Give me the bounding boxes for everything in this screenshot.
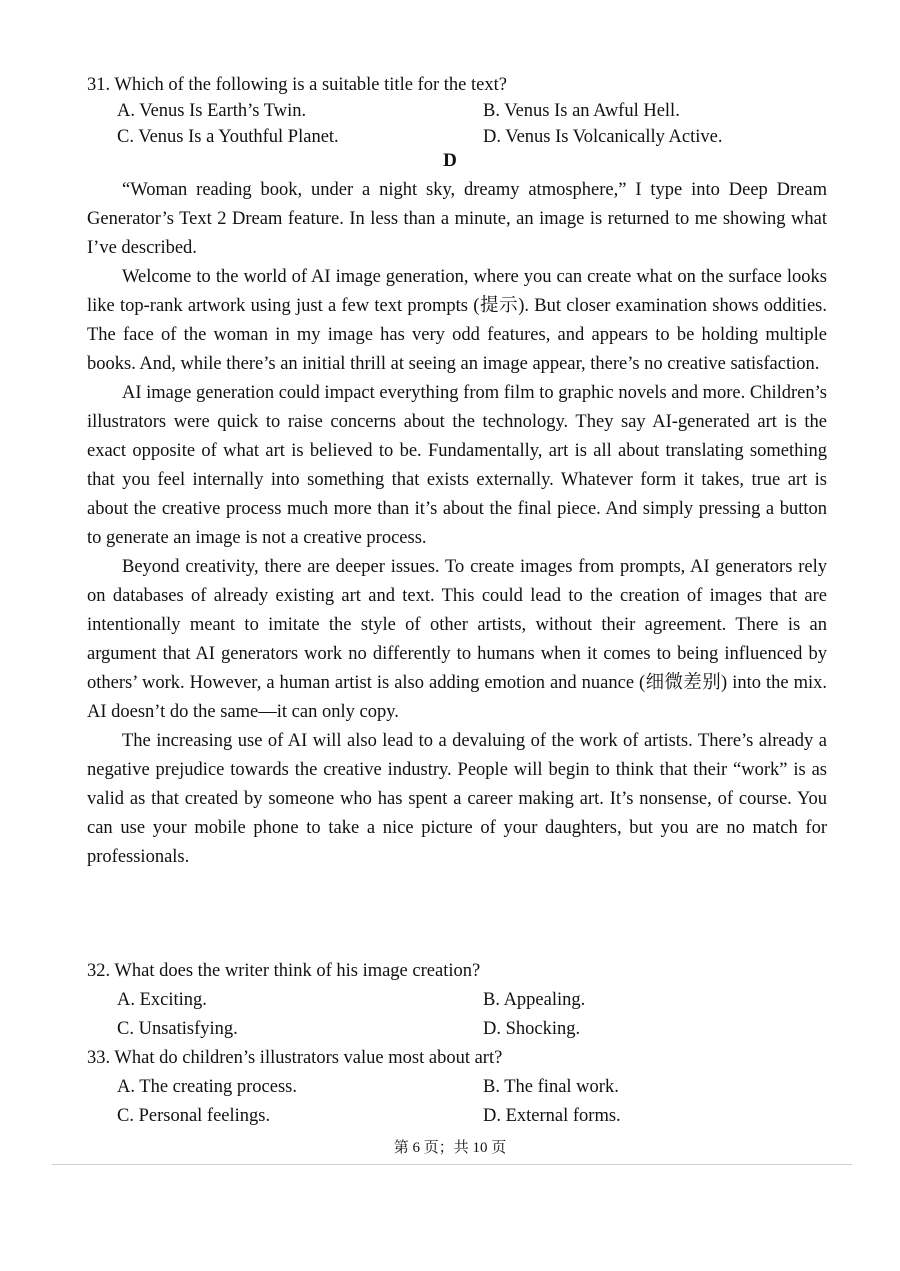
passage-paragraph: Beyond creativity, there are deeper issues. To create images from prompts, AI generators rely on databases of already existing art and text. This could lead to the creation of images that are intentionally meant to imitate the style of other artists, without their agreement. There is an argument that AI generators work no differently to humans when it comes to being influenced by others’ work. However, a human artist is also adding emotion and nuance (细微差别) into the mix. AI doesn’t do the same—it can only copy. xyxy=(87,557,827,722)
question-32-stem: 32. What does the writer think of his image creation? xyxy=(87,961,481,981)
question-32-option-a: A. Exciting. xyxy=(117,990,207,1010)
question-31-option-a: A. Venus Is Earth’s Twin. xyxy=(117,101,307,121)
passage-paragraph: The increasing use of AI will also lead to a devaluing of the work of artists. There’s already a negative prejudice towards the creative industry. People will begin to think that their “work” is as valid as that created by someone who has spent a career making art. It’s nonsense, of course. You can use your mobile phone to take a nice picture of your daughters, but you are no match for professionals. xyxy=(87,731,827,867)
question-31-stem: 31. Which of the following is a suitable title for the text? xyxy=(87,75,507,95)
question-31-option-d: D. Venus Is Volcanically Active. xyxy=(483,127,723,147)
question-32-option-d: D. Shocking. xyxy=(483,1019,581,1039)
question-33-option-c: C. Personal feelings. xyxy=(117,1106,271,1126)
question-33-option-a: A. The creating process. xyxy=(117,1077,297,1097)
footer-divider xyxy=(52,1164,852,1165)
passage-paragraph: AI image generation could impact everything from film to graphic novels and more. Children’s illustrators were quick to raise concerns about the technology. They say AI-generated art is the exact opposite of what art is believed to be. Fundamentally, art is all about translating something that you feel internally into something that exists externally. Whatever form it takes, true art is about the creative process much more than it’s about the final piece. And simply pressing a button to generate an image is not a creative process. xyxy=(87,383,827,548)
question-31-option-b: B. Venus Is an Awful Hell. xyxy=(483,101,680,121)
question-33-stem: 33. What do children’s illustrators value most about art? xyxy=(87,1048,503,1068)
passage xyxy=(87,176,827,872)
question-32-option-c: C. Unsatisfying. xyxy=(117,1019,238,1039)
passage-paragraph: “Woman reading book, under a night sky, dreamy atmosphere,” I type into Deep Dream Generator’s Text 2 Dream feature. In less than a minute, an image is returned to me showing what I’ve described. xyxy=(87,180,827,258)
question-31-option-c: C. Venus Is a Youthful Planet. xyxy=(117,127,339,147)
section-label: D xyxy=(443,150,457,171)
page-footer: 第 6 页；共 10 页 xyxy=(393,1140,507,1156)
question-33-option-d: D. External forms. xyxy=(483,1106,621,1126)
question-33-option-b: B. The final work. xyxy=(483,1077,619,1097)
passage-paragraph: Welcome to the world of AI image generation, where you can create what on the surface looks like top-rank artwork using just a few text prompts (提示). But closer examination shows oddities. The face of the woman in my image has very odd features, and appears to be holding multiple books. And, while there’s an initial thrill at seeing an image appear, there’s no creative satisfaction. xyxy=(87,267,827,374)
question-32-option-b: B. Appealing. xyxy=(483,990,586,1010)
